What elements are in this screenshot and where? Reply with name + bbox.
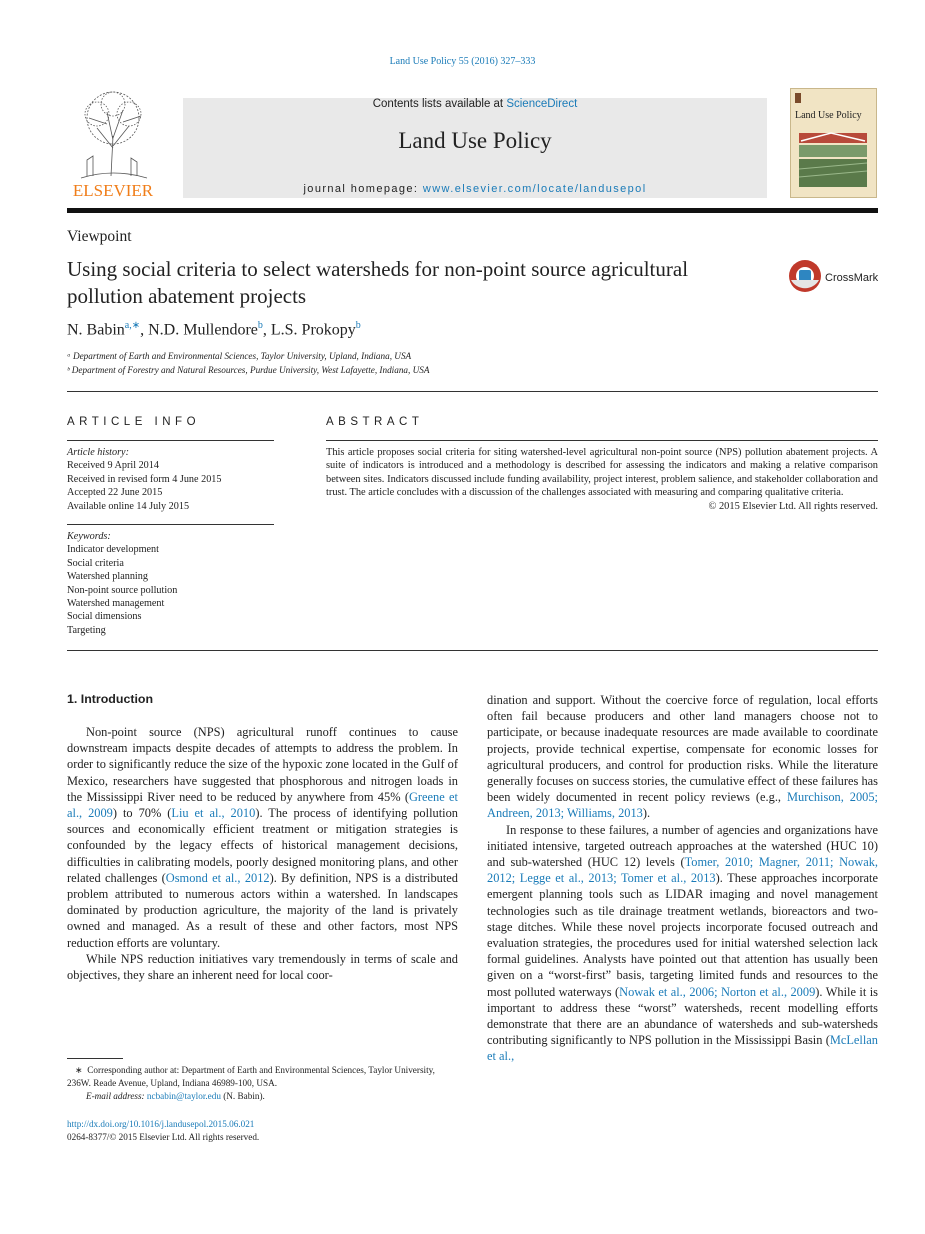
footnote	[67, 1064, 458, 1103]
keyword-item: Indicator development	[67, 544, 159, 556]
citation-link[interactable]: Murchison, 2005; Andreen, 2013; Williams, 2013	[487, 790, 879, 821]
article-title: Using social criteria to select watersheds for non-point source agricultural pollution abatement projects	[67, 257, 689, 308]
citation-link[interactable]: Liu et al., 2010	[171, 806, 256, 821]
citation-link[interactable]: McLellan et al.,	[487, 1033, 878, 1064]
history-entry: Available online 14 July 2015	[67, 500, 190, 512]
history-label: Article history:	[67, 447, 129, 458]
divider	[67, 391, 878, 392]
body-paragraph: dination and support. Without the coercive force of regulation, local efforts often fail because producers and other land managers choose not to participate, or because inadequate resources are made available to coordinate projects, provide technical expertise, compensate for economic losses for agricultural producers, and control for production risks. While the literature generally focuses on success stories, the cumulative effect of these failures has been widely documented in recent policy reviews (e.g., Murchison, 2005; Andreen, 2013; Williams, 2013).	[487, 693, 879, 821]
divider	[67, 440, 274, 441]
citation-link[interactable]: Land Use Policy 55 (2016) 327–333	[389, 56, 536, 67]
elsevier-wordmark: ELSEVIER	[72, 181, 154, 198]
elsevier-logo[interactable]	[67, 88, 159, 198]
journal-homepage-line: journal homepage: www.elsevier.com/locate/landusepol	[303, 183, 647, 195]
body-paragraph: Non-point source (NPS) agricultural runoff continues to cause downstream impacts despite decades of attempts to address the problem. In order to significantly reduce the size of the hypoxic zone located in the Gulf of Mexico, researchers have suggested that phosphorous and nitrogen loads in the Mississippi River need to be reduced by anywhere from 45% (Greene et al., 2009) to 70% (Liu et al., 2010). The process of identifying pollution sources and economically efficient treatment or mitigation strategies is confounded by the legacy effects of historical management decisions, difficulties in calibrating models, poorly designed monitoring plans, and other related challenges (Osmond et al., 2012). By definition, NPS is a distributed problem attributed to numerous actors within a watershed. In landscapes dominated by production agriculture, the majority of the land is privately owned and managed. As a result of these and other factors, most NPS reduction efforts are voluntary.	[67, 725, 458, 950]
journal-citation[interactable]	[0, 56, 925, 67]
article-history	[67, 446, 277, 513]
keywords	[67, 530, 277, 637]
affiliation-b: ᵇ Department of Forestry and Natural Resources, Purdue University, West Lafayette, Indiana, USA	[67, 365, 430, 375]
keyword-list	[67, 543, 277, 637]
abstract	[326, 446, 878, 513]
keyword-item: Watershed management	[67, 598, 165, 610]
author-name[interactable]: N.D. Mullendore	[148, 321, 258, 339]
contents-line: Contents lists available at ScienceDirect	[372, 98, 578, 110]
journal-homepage-link[interactable]: www.elsevier.com/locate/landusepol	[422, 183, 647, 195]
author-list: N. Babin$^{a,∗}$, N.D. Mullendore$^b$, L.S. Prokopy$^b$	[67, 320, 361, 339]
keyword-item: Social dimensions	[67, 611, 142, 623]
journal-name: Land Use Policy	[398, 128, 552, 153]
doi-link[interactable]: http://dx.doi.org/10.1016/j.landusepol.2015.06.021	[67, 1119, 255, 1129]
doi-block	[67, 1118, 259, 1144]
keyword-item: Targeting	[67, 624, 106, 636]
citation-link[interactable]: Nowak et al., 2006; Norton et al., 2009	[619, 984, 816, 999]
journal-cover-image	[791, 89, 876, 197]
history-entry: Accepted 22 June 2015	[67, 487, 163, 499]
article-type: Viewpoint	[67, 228, 132, 245]
history-entry: Received 9 April 2014	[67, 460, 159, 472]
abstract-text: This article proposes social criteria for siting watershed-level agricultural non-point source (NPS) pollution abatement projects. A suite of indicators is introduced and a methodology is described for assessing the indicators and making a relative comparison between sites. Indicators discussed include funding availability, project interest, problem salience, and stakeholder collaboration and trust. The article concludes with a discussion of the challenges associated with measuring and comparing qualitative criteria.	[326, 447, 878, 499]
footnote-rule	[67, 1058, 123, 1059]
section-heading: 1. Introduction	[67, 692, 154, 706]
article-info-heading: ARTICLE INFO	[67, 416, 201, 428]
author-affiliation-marker[interactable]: b	[257, 320, 263, 331]
keyword-item: Non-point source pollution	[67, 584, 178, 596]
affiliation-a: ᵃ Department of Earth and Environmental Sciences, Taylor University, Upland, Indiana, USA	[67, 351, 412, 361]
issn-line: 0264-8377/© 2015 Elsevier Ltd. All rights reserved.	[67, 1132, 260, 1142]
history-list	[67, 459, 277, 513]
email-link[interactable]: ncbabin@taylor.edu	[146, 1091, 221, 1101]
body-paragraph: While NPS reduction initiatives vary tremendously in terms of scale and objectives, they share an inherent need for local coor-	[67, 951, 458, 983]
header-rule	[67, 208, 878, 213]
body-column-right	[487, 692, 878, 1065]
abstract-copyright: © 2015 Elsevier Ltd. All rights reserved.	[708, 500, 878, 512]
author-name[interactable]: L.S. Prokopy	[270, 321, 356, 339]
keyword-item: Watershed planning	[67, 571, 148, 583]
crossmark-icon	[787, 258, 879, 294]
abstract-heading: ABSTRACT	[326, 416, 424, 428]
footnote-marker: ∗	[75, 1065, 83, 1075]
body-paragraph: In response to these failures, a number of agencies and organizations have initiated intensive, targeted outreach approaches at the watershed (HUC 10) and sub-watershed (HUC 12) levels (Tomer, 2010; Magner, 2011; Nowak, 2012; Legge et al., 2013; Tomer et al., 2013). These approaches incorporate emergent planning tools such as LIDAR imaging and novel management technologies such as tile drainage treatment wetlands, bioreactors and two-stage ditches. While these novel projects incorporate focused outreach and evaluation strategies, the procedures used for initial watershed selection lack formal guidelines. Analysts have pointed out that attention has usually been given on a “worst-first” basis, targeting limited funds and resources to the most polluted waterways (Nowak et al., 2006; Norton et al., 2009). While it is important to address these “worst” watersheds, recent modelling efforts demonstrate that there are an abundance of watersheds and sub-watersheds contributing significantly to NPS pollution in the Mississippi Basin (McLellan et al.,	[487, 822, 879, 1064]
keyword-item: Social criteria	[67, 557, 124, 569]
keywords-label: Keywords:	[67, 531, 111, 542]
citation-link[interactable]: Osmond et al., 2012	[165, 870, 270, 885]
elsevier-tree-icon	[67, 88, 159, 198]
author-affiliation-marker[interactable]: b	[355, 320, 361, 331]
citation-link[interactable]: Greene et al., 2009	[67, 789, 458, 821]
footnote-text: ∗ Corresponding author at: Department of Earth and Environmental Sciences, Taylor University, 236W. Reade Avenue, Upland, Indiana 46989-100, USA.	[67, 1065, 435, 1088]
divider	[326, 440, 878, 441]
crossmark-button[interactable]	[787, 258, 879, 294]
svg-text:Land Use Policy: Land Use Policy	[795, 110, 862, 121]
author-name[interactable]: N. Babin	[67, 321, 125, 339]
svg-text:CrossMark: CrossMark	[825, 272, 879, 284]
history-entry: Received in revised form 4 June 2015	[67, 473, 222, 485]
divider	[67, 524, 274, 525]
body-column-left	[67, 724, 458, 983]
sciencedirect-link[interactable]: ScienceDirect	[506, 98, 578, 110]
journal-header	[67, 88, 877, 200]
footnote-email: E-mail address: ncbabin@taylor.edu (N. Babin).	[86, 1091, 265, 1101]
divider	[67, 650, 878, 651]
citation-link[interactable]: Tomer, 2010; Magner, 2011; Nowak, 2012; Legge et al., 2013; Tomer et al., 2013	[487, 855, 878, 886]
journal-cover-thumbnail[interactable]	[790, 88, 877, 198]
masthead	[183, 98, 767, 198]
author-affiliation-marker[interactable]: a,∗	[124, 320, 141, 331]
